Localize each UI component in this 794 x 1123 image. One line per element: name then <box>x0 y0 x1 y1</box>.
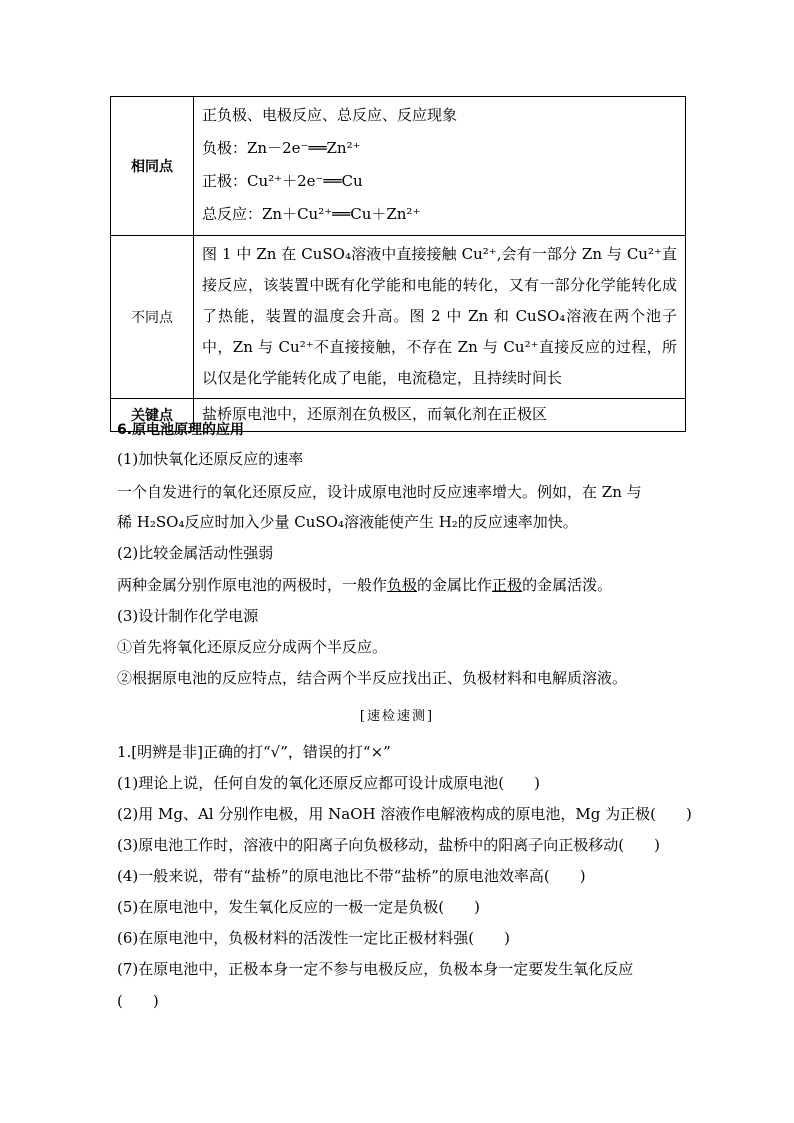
quiz-item-continuation: ( ) <box>117 992 159 1010</box>
quiz-item: (4)一般来说，带有“盐桥”的原电池比不带“盐桥”的原电池效率高( ) <box>117 867 586 885</box>
row-content-same <box>194 97 686 236</box>
row-label-diff: 不同点 <box>111 236 194 399</box>
subsection-1: (1)加快氧化还原反应的速率 <box>117 450 304 468</box>
row-label-key: 关键点 <box>111 399 194 432</box>
row-label-same: 相同点 <box>111 97 194 236</box>
comparison-table <box>110 96 686 432</box>
row-content-diff <box>194 236 686 399</box>
quiz-item: (3)原电池工作时，溶液中的阳离子向负极移动，盐桥中的阳离子向正极移动( ) <box>117 836 660 854</box>
quiz-header: [速检速测] <box>359 709 435 724</box>
question-1: 1.[明辨是非]正确的打“√”，错误的打“×” <box>117 743 391 761</box>
paragraph-1-line-1: 一个自发进行的氧化还原反应，设计成原电池时反应速率增大。例如，在 Zn 与 <box>117 483 642 501</box>
quiz-item: (5)在原电池中，发生氧化反应的一极一定是负极( ) <box>117 898 480 916</box>
section-title: 6.原电池原理的应用 <box>117 422 245 438</box>
quiz-item: (7)在原电池中，正极本身一定不参与电极反应，负极本身一定要发生氧化反应 <box>117 960 634 978</box>
step-1: ①首先将氧化还原反应分成两个半反应。 <box>117 638 388 656</box>
table-row <box>111 236 686 399</box>
step-2: ②根据原电池的反应特点，结合两个半反应找出正、负极材料和电解质溶液。 <box>117 669 628 687</box>
quiz-item: (2)用 Mg、Al 分别作电极，用 NaOH 溶液作电解液构成的原电池，Mg 为正极( ) <box>117 805 692 823</box>
row-content-key <box>194 399 686 432</box>
total-reaction-equation: 总反应：Zn＋Cu²⁺══Cu＋Zn²⁺ <box>202 205 421 223</box>
positive-electrode-equation: 正极：Cu²⁺＋2e⁻══Cu <box>202 172 363 190</box>
paragraph-2-part-a: 两种金属分别作原电池的两极时，一般作 <box>117 576 388 594</box>
paragraph-2 <box>117 574 612 595</box>
content-line: 正负极、电极反应、总反应、反应现象 <box>202 106 458 124</box>
table-row <box>111 97 686 236</box>
quiz-item: (6)在原电池中，负极材料的活泼性一定比正极材料强( ) <box>117 929 510 947</box>
subsection-2: (2)比较金属活动性强弱 <box>117 544 274 562</box>
paragraph-2-part-b: 的金属比作 <box>417 576 493 594</box>
negative-electrode-equation: 负极：Zn－2e⁻══Zn²⁺ <box>202 139 361 157</box>
key-point-text: 盐桥原电池中，还原剂在负极区，而氧化剂在正极区 <box>202 405 548 423</box>
paragraph-1-line-2: 稀 H₂SO₄反应时加入少量 CuSO₄溶液能使产生 H₂的反应速率加快。 <box>117 513 578 531</box>
difference-text: 图 1 中 Zn 在 CuSO₄溶液中直接接触 Cu²⁺,会有一部分 Zn 与 Cu²⁺直接反应，该装置中既有化学能和电能的转化，又有一部分化学能转化成了热能，装置的温度会升高。图 2 中 Zn 和 CuSO₄溶液在两个池子中，Zn 与 Cu²⁺不直接接触，不存在 Zn 与 Cu²⁺直接反应的过程，所以仅是化学能转化成了电能，电流稳定，且持续时间长 <box>202 245 677 387</box>
underlined-negative: 负极 <box>387 576 418 594</box>
subsection-3: (3)设计制作化学电源 <box>117 607 259 625</box>
underlined-positive: 正极 <box>492 576 523 594</box>
paragraph-2-part-c: 的金属活泼。 <box>522 576 613 594</box>
quiz-item: (1)理论上说，任何自发的氧化还原反应都可设计成原电池( ) <box>117 774 540 792</box>
